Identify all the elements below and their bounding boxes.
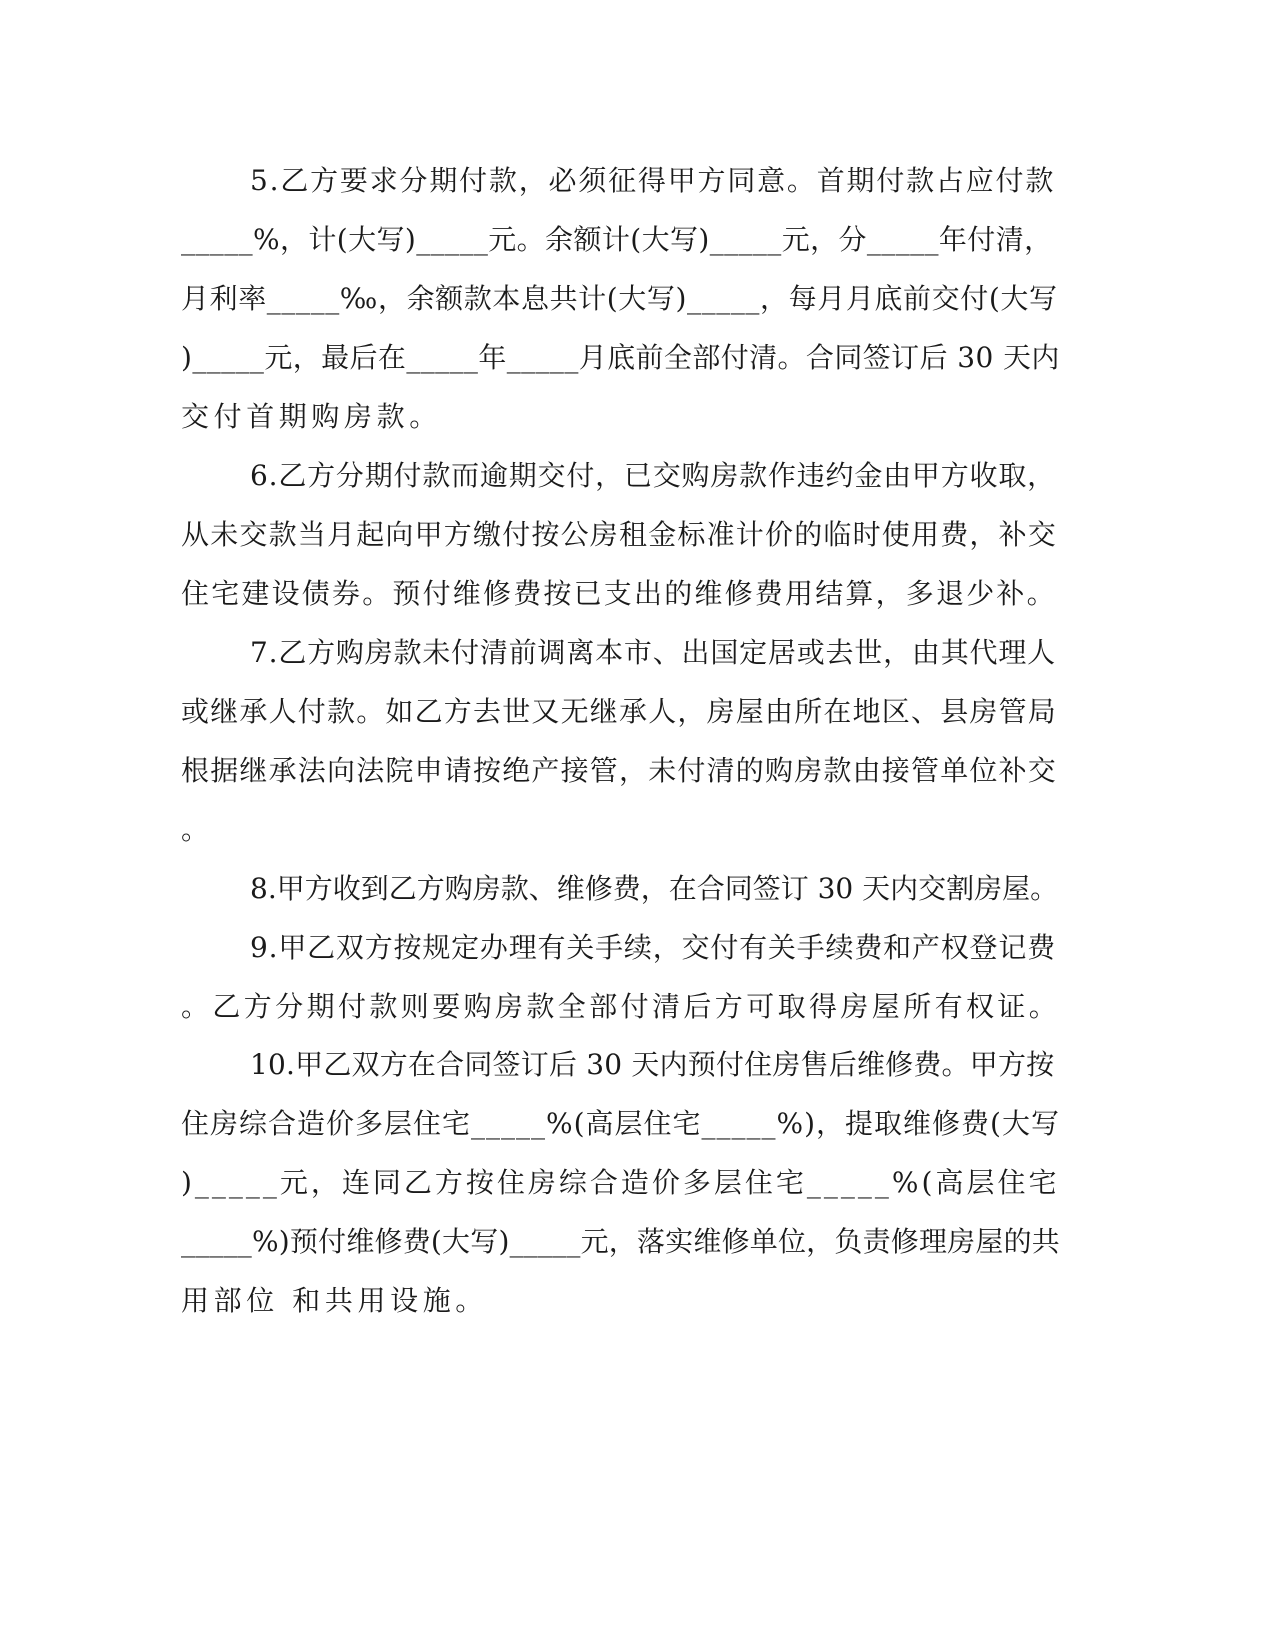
text-line: _____%，计(大写)_____元。余额计(大写)_____元，分_____年付清，: [181, 223, 1053, 256]
text-line: _____%)预付维修费(大写)_____元，落实维修单位，负责修理房屋的共: [181, 1225, 1060, 1258]
text-line: 7.乙方购房款未付清前调离本市、出国定居或去世，由其代理人: [250, 636, 1056, 669]
text-line: 月利率_____‰，余额款本息共计(大写)_____，每月月底前交付(大写: [181, 282, 1058, 315]
text-line: 9.甲乙双方按规定办理有关手续，交付有关手续费和产权登记费: [250, 931, 1056, 964]
text-line: )_____元，连同乙方按住房综合造价多层住宅_____%(高层住宅: [181, 1166, 1060, 1199]
text-line: 根据继承法向法院申请按绝产接管，未付清的购房款由接管单位补交: [181, 754, 1058, 787]
text-line: 5.乙方要求分期付款，必须征得甲方同意。首期付款占应付款: [250, 164, 1056, 197]
text-line: 用部位 和共用设施。: [181, 1284, 488, 1317]
text-line: 6.乙方分期付款而逾期交付，已交购房款作违约金由甲方收取，: [250, 459, 1056, 492]
text-line: 住房综合造价多层住宅_____%(高层住宅_____%)，提取维修费(大写: [181, 1107, 1060, 1140]
text-line: 或继承人付款。如乙方去世又无继承人，房屋由所在地区、县房管局: [181, 695, 1058, 728]
text-line: 从未交款当月起向甲方缴付按公房租金标准计价的临时使用费，补交: [181, 518, 1058, 551]
text-line: 交付首期购房款。: [181, 400, 442, 433]
text-line: 住宅建设债券。预付维修费按已支出的维修费用结算，多退少补。: [181, 577, 1057, 610]
text-line: )_____元，最后在_____年_____月底前全部付清。合同签订后 30 天内: [181, 341, 1060, 374]
text-line: 8.甲方收到乙方购房款、维修费，在合同签订 30 天内交割房屋。: [250, 872, 1059, 905]
text-line: 。: [181, 813, 214, 846]
text-line: 。乙方分期付款则要购房款全部付清后方可取得房屋所有权证。: [181, 990, 1061, 1023]
text-line: 10.甲乙双方在合同签订后 30 天内预付住房售后维修费。甲方按: [250, 1048, 1055, 1081]
